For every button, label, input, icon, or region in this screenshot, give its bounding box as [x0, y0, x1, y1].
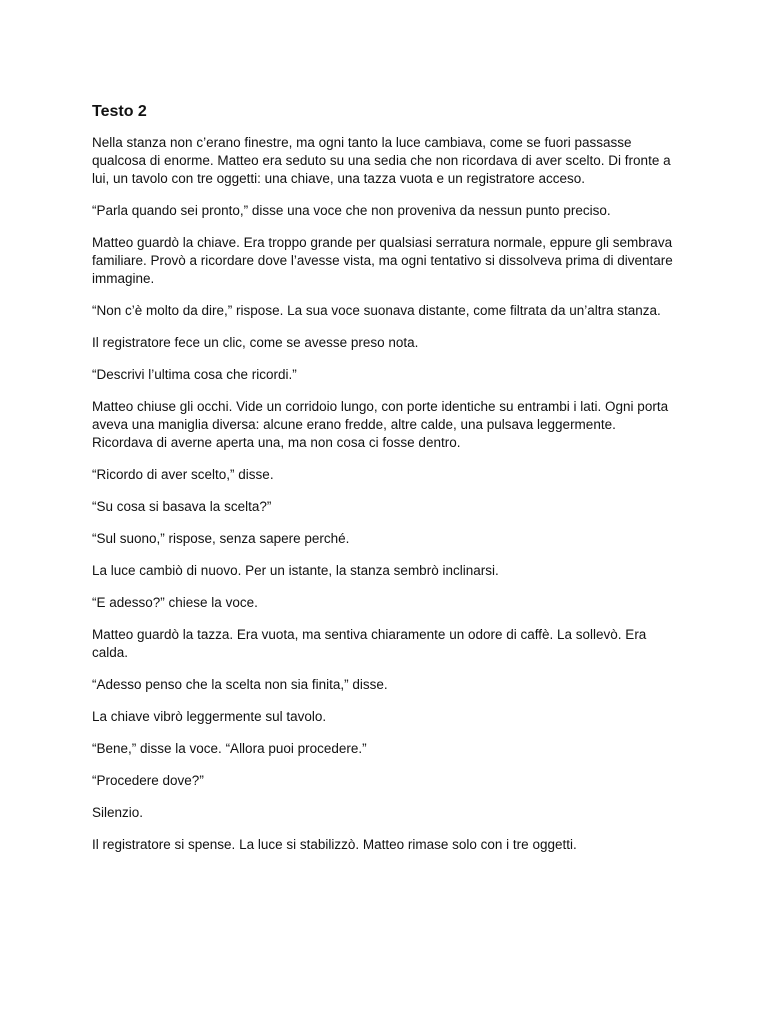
- paragraph-5: Il registratore fece un clic, come se avesse preso nota.: [92, 335, 419, 350]
- document-title: Testo 2: [92, 103, 147, 120]
- paragraph-11: La luce cambiò di nuovo. Per un istante, la stanza sembrò inclinarsi.: [92, 563, 499, 578]
- paragraph-15: La chiave vibrò leggermente sul tavolo.: [92, 709, 327, 724]
- paragraph-16: “Bene,” disse la voce. “Allora puoi procedere.”: [92, 741, 367, 756]
- paragraph-3: Matteo guardò la chiave. Era troppo grande per qualsiasi serratura normale, eppure gli sembrava familiare. Provò a ricordare dove l’avesse vista, ma ogni tentativo si dissolveva prima di diventare immagine.: [92, 235, 673, 286]
- paragraph-2: “Parla quando sei pronto,” disse una voce che non proveniva da nessun punto preciso.: [92, 203, 611, 218]
- paragraph-17: “Procedere dove?”: [92, 773, 204, 788]
- paragraph-7: Matteo chiuse gli occhi. Vide un corridoio lungo, con porte identiche su entrambi i lati. Ogni porta aveva una maniglia diversa: alcune erano fredde, altre calde, una pulsava leggermente. Ricordava di averne aperta una, ma non cosa ci fosse dentro.: [92, 399, 669, 450]
- paragraph-6: “Descrivi l’ultima cosa che ricordi.”: [92, 367, 297, 382]
- document-body: [92, 134, 676, 854]
- paragraph-18: Silenzio.: [92, 805, 144, 820]
- paragraph-9: “Su cosa si basava la scelta?”: [92, 499, 272, 514]
- paragraph-1: Nella stanza non c’erano finestre, ma ogni tanto la luce cambiava, come se fuori passasse qualcosa di enorme. Matteo era seduto su una sedia che non ricordava di aver scelto. Di fronte a lui, un tavolo con tre oggetti: una chiave, una tazza vuota e un registratore acceso.: [92, 135, 671, 186]
- paragraph-19: Il registratore si spense. La luce si stabilizzò. Matteo rimase solo con i tre oggetti.: [92, 837, 577, 852]
- paragraph-8: “Ricordo di aver scelto,” disse.: [92, 467, 274, 482]
- paragraph-10: “Sul suono,” rispose, senza sapere perché.: [92, 531, 350, 546]
- paragraph-12: “E adesso?” chiese la voce.: [92, 595, 258, 610]
- paragraph-13: Matteo guardò la tazza. Era vuota, ma sentiva chiaramente un odore di caffè. La sollevò. Era calda.: [92, 627, 647, 660]
- paragraph-4: “Non c’è molto da dire,” rispose. La sua voce suonava distante, come filtrata da un’altra stanza.: [92, 303, 661, 318]
- paragraph-14: “Adesso penso che la scelta non sia finita,” disse.: [92, 677, 388, 692]
